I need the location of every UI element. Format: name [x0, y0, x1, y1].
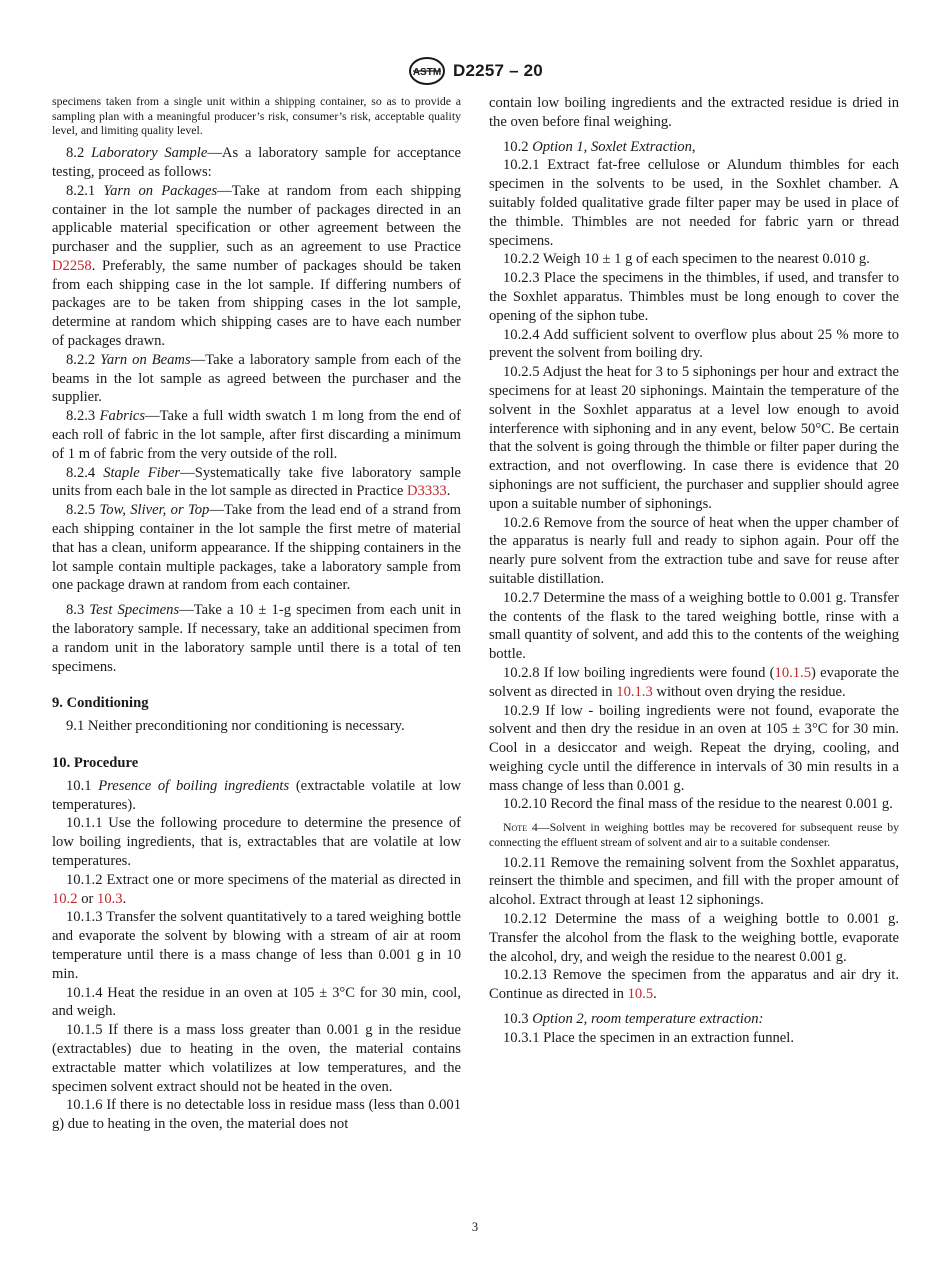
section-10-2-13: 10.2.13 Remove the specimen from the apparatus and air dry it. Continue as directed in 10.5. — [489, 967, 899, 1003]
section-10-2-1: 10.2.1 Extract fat-free cellulose or Alundum thimbles for each specimen in the solvents to be used, in the Soxhlet chamber. A suitably folded qualitative grade filter paper may be used in place of the thimble. Thimbles are not needed for fabric yarn or thread specimens. — [489, 157, 899, 249]
left-column — [52, 94, 461, 1134]
heading-conditioning: 9. Conditioning — [52, 695, 149, 712]
section-10-2-2: 10.2.2 Weigh 10 ± 1 g of each specimen to the nearest 0.010 g. — [503, 251, 870, 268]
section-10-2-11: 10.2.11 Remove the remaining solvent from the Soxhlet apparatus, reinsert the thimble and specimen, and fill with the proper amount of alcohol. Extract through at least 12 siphonings. — [489, 854, 899, 909]
procedure-continuation: contain low boiling ingredients and the extracted residue is dried in the oven before final weighing. — [489, 95, 899, 130]
section-8-2: 8.2 Laboratory Sample—As a laboratory sample for acceptance testing, proceed as follows: — [52, 145, 461, 180]
svg-text:ASTM: ASTM — [412, 67, 442, 78]
astm-logo-icon — [407, 56, 447, 86]
section-8-3: 8.3 Test Specimens—Take a 10 ± 1-g specimen from each unit in the laboratory sample. If necessary, take an additional specimen from a random unit in the laboratory sample until there is a total of ten specimens. — [52, 602, 462, 675]
page-number: 3 — [471, 1220, 479, 1234]
section-10-2: 10.2 Option 1, Soxlet Extraction, — [503, 138, 696, 155]
section-10-1-1: 10.1.1 Use the following procedure to determine the presence of low boiling ingredients, that is, extractables that are volatile at low temperatures. — [52, 815, 461, 869]
section-10-2-5: 10.2.5 Adjust the heat for 3 to 5 siphonings per hour and extract the specimens for at least 20 siphonings. Maintain the temperature of the solvent in the Soxhlet apparatus at a level low enough to avoid interference with siphoning and in any event, below 50°C. Be certain that the solvent is going through the thimble or filter paper during the extraction, and not overflowing. In case there is evidence that 20 siphonings are not sufficient, the purchaser and supplier should agree upon a suitable number of siphonings. — [489, 364, 899, 512]
page-header — [0, 54, 950, 88]
section-10-1-2: 10.1.2 Extract one or more specimens of the material as directed in 10.2 or 10.3. — [52, 871, 461, 907]
section-10-2-6: 10.2.6 Remove from the source of heat when the upper chamber of the apparatus is nearly full and ready to siphon again. Pour off the nearly pure solvent from the extraction tube and save for reuse after suitable distillation. — [489, 514, 899, 587]
link-10-1-3[interactable]: 10.1.3 — [616, 683, 653, 700]
section-8-2-4: 8.2.4 Staple Fiber—Systematically take five laboratory sample units from each bale in the lot sample as directed in Practice D3333. — [52, 464, 461, 500]
link-10-5[interactable]: 10.5 — [627, 986, 654, 1003]
section-9-1: 9.1 Neither preconditioning nor conditioning is necessary. — [66, 718, 405, 735]
link-d2258[interactable]: D2258 — [52, 257, 92, 274]
section-8-2-3: 8.2.3 Fabrics—Take a full width swatch 1 m long from the end of each roll of fabric in the lot sample, after first discarding a minimum of 1 m of fabric from the very outside of the roll. — [52, 408, 461, 462]
section-10-2-9: 10.2.9 If low - boiling ingredients were not found, evaporate the solvent and then dry the residue in an oven at 105 ± 3°C for 30 min. Cool in a desiccator and weigh. Repeat the drying, cooling, and weighing cycle until the difference in intervals of 30 min results in a mass change of less than 0.001 g. — [489, 702, 899, 794]
section-10-1-3: 10.1.3 Transfer the solvent quantitatively to a tared weighing bottle and evaporate the solvent by blowing with a stream of air at room temperature until there is a mass change of less than 0.001 g in 10 min. — [52, 909, 461, 982]
heading-procedure: 10. Procedure — [52, 755, 139, 772]
section-10-2-4: 10.2.4 Add sufficient solvent to overflow plus about 25 % more to prevent the solvent from boiling dry. — [489, 326, 899, 362]
link-d3333[interactable]: D3333 — [407, 483, 447, 500]
section-10-1-5: 10.1.5 If there is a mass loss greater than 0.001 g in the residue (extractables) due to heating in the oven, the material contains extractable matter which volatilizes at low temperatures, and the specimen solvent extract should not be heated in the oven. — [52, 1022, 461, 1095]
section-10-2-12: 10.2.12 Determine the mass of a weighing bottle to 0.001 g. Transfer the alcohol from the flask to the weighing bottle, evaporate the alcohol, dry, and weigh the residue to the nearest 0.001 g. — [489, 911, 899, 965]
section-10-3: 10.3 Option 2, room temperature extraction: — [503, 1011, 764, 1028]
section-10-2-8: 10.2.8 If low boiling ingredients were found (10.1.5) evaporate the solvent as directed in 10.1.3 without oven drying the residue. — [489, 664, 900, 700]
section-10-3-1: 10.3.1 Place the specimen in an extraction funnel. — [503, 1029, 794, 1046]
document-designation: D2257 – 20 — [453, 61, 543, 80]
intro-continuation: specimens taken from a single unit within a shipping container, so as to provide a sampling plan with a meaningful producer’s risk, consumer’s risk, acceptable quality level, and limiting quality level. — [52, 94, 461, 138]
right-column — [489, 94, 899, 1048]
section-10-1: 10.1 Presence of boiling ingredients (extractable volatile at low temperatures). — [52, 777, 461, 813]
section-10-2-10: 10.2.10 Record the final mass of the residue to the nearest 0.001 g. — [503, 796, 893, 813]
section-8-2-5: 8.2.5 Tow, Sliver, or Top—Take from the lead end of a strand from each shipping container in the lot sample the first metre of material that has a clean, uniform appearance. If the shipping containers in the lot sample contain multiple packages, take a laboratory sample from one package drawn at random from each container. — [52, 502, 461, 594]
section-10-2-7: 10.2.7 Determine the mass of a weighing bottle to 0.001 g. Transfer the contents of the flask to the tared weighing bottle, rinse with a small quantity of solvent, and add this to the contents of the weighing bottle. — [489, 589, 899, 663]
link-10-1-5[interactable]: 10.1.5 — [774, 664, 812, 681]
section-8-2-1: 8.2.1 Yarn on Packages—Take at random from each shipping container in the lot sample the number of packages directed in an applicable material specification or other agreement between the purchaser and the supplier, such as an agreement to use Practice D2258. Preferably, the same number of packages should be taken from each shipping case in the lot sample. If differing numbers of packages are to be taken from shipping cases in the lot sample, determine at random which shipping cases are to have each number of packages drawn. — [52, 182, 462, 350]
section-10-1-6: 10.1.6 If there is no detectable loss in residue mass (less than 0.001 g) due to heating in the oven, the material does not — [52, 1097, 461, 1133]
note-4: Note 4—Solvent in weighing bottles may be recovered for subsequent reuse by connecting the effluent stream of solvent and air to a suitable condenser. — [489, 820, 899, 849]
link-10-3[interactable]: 10.3 — [97, 890, 123, 907]
section-10-1-4: 10.1.4 Heat the residue in an oven at 105 ± 3°C for 30 min, cool, and weigh. — [52, 984, 461, 1020]
section-10-2-3: 10.2.3 Place the specimens in the thimbles, if used, and transfer to the Soxhlet apparatus. Thimbles must be long enough to cover the opening of the siphon tube. — [489, 270, 899, 324]
section-8-2-2: 8.2.2 Yarn on Beams—Take a laboratory sample from each of the beams in the lot sample as agreed between the purchaser and the supplier. — [52, 351, 461, 406]
link-10-2[interactable]: 10.2 — [52, 890, 78, 907]
